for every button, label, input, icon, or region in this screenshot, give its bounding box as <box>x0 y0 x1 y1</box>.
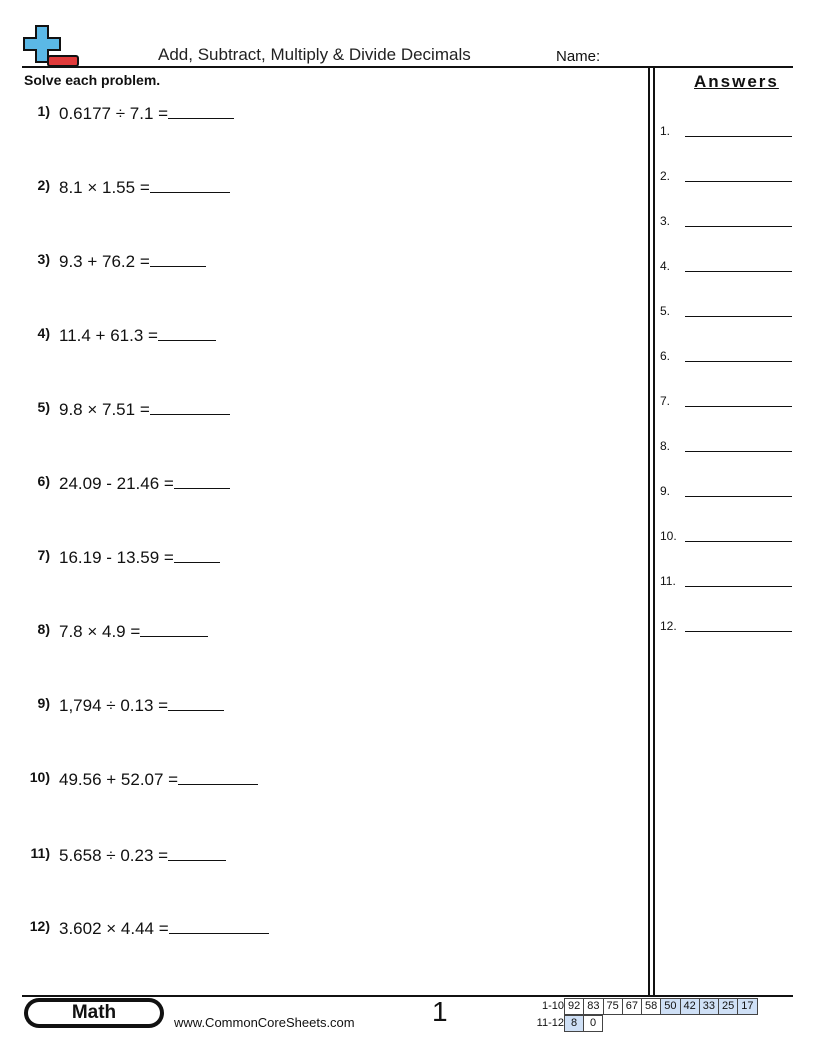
answer-number: 8. <box>660 439 671 453</box>
answer-slot-12[interactable] <box>660 619 792 635</box>
problem-number: 8) <box>37 621 50 637</box>
website-link[interactable]: www.CommonCoreSheets.com <box>174 1015 355 1030</box>
answer-line <box>685 541 792 542</box>
score-cell: 58 <box>641 998 661 1015</box>
score-cell: 50 <box>660 998 680 1015</box>
answer-blank[interactable] <box>150 250 206 267</box>
answer-slot-9[interactable] <box>660 484 792 500</box>
answer-number: 9. <box>660 484 671 498</box>
answer-slot-1[interactable] <box>660 124 792 140</box>
answer-line <box>685 181 792 182</box>
answer-line <box>685 271 792 272</box>
answer-slot-11[interactable] <box>660 574 792 590</box>
answer-slot-3[interactable] <box>660 214 792 230</box>
answer-blank[interactable] <box>150 176 230 193</box>
problem-number: 2) <box>37 177 50 193</box>
answer-slot-7[interactable] <box>660 394 792 410</box>
problem-number: 10) <box>29 769 50 785</box>
score-row-label: 11-12 <box>536 1017 564 1029</box>
score-cell: 67 <box>622 998 642 1015</box>
instructions: Solve each problem. <box>24 72 161 88</box>
header-rule <box>22 66 793 68</box>
answer-blank[interactable] <box>158 324 216 341</box>
answer-line <box>685 631 792 632</box>
answer-slot-10[interactable] <box>660 529 792 545</box>
problem-number: 6) <box>37 473 50 489</box>
problem-expression: 5.658 ÷ 0.23 = <box>59 846 169 865</box>
column-divider <box>648 66 655 996</box>
answer-number: 2. <box>660 169 671 183</box>
problem-number: 1) <box>37 103 50 119</box>
score-cell: 25 <box>718 998 738 1015</box>
answer-number: 11. <box>660 574 676 588</box>
score-cell: 83 <box>583 998 603 1015</box>
problem-number: 12) <box>29 918 50 934</box>
problem-expression: 8.1 × 1.55 = <box>59 178 150 197</box>
answer-number: 1. <box>660 124 671 138</box>
score-cell: 33 <box>699 998 719 1015</box>
answer-slot-6[interactable] <box>660 349 792 365</box>
problem-expression: 3.602 × 4.44 = <box>59 919 169 938</box>
answer-blank[interactable] <box>168 844 226 861</box>
problem-expression: 1,794 ÷ 0.13 = <box>59 696 169 715</box>
answer-blank[interactable] <box>168 102 234 119</box>
answer-slot-4[interactable] <box>660 259 792 275</box>
answer-line <box>685 451 792 452</box>
answer-number: 3. <box>660 214 671 228</box>
score-cell: 8 <box>564 1015 584 1032</box>
problem-number: 5) <box>37 399 50 415</box>
problem-expression: 0.6177 ÷ 7.1 = <box>59 104 169 123</box>
answer-slot-8[interactable] <box>660 439 792 455</box>
problem-expression: 7.8 × 4.9 = <box>59 622 141 641</box>
page-number: 1 <box>432 996 448 1027</box>
answer-blank[interactable] <box>174 546 220 563</box>
problem-expression: 24.09 - 21.46 = <box>59 474 174 493</box>
score-cell: 17 <box>737 998 757 1015</box>
footer-rule <box>22 995 793 997</box>
problem-expression: 9.3 + 76.2 = <box>59 252 150 271</box>
score-cell: 92 <box>564 998 584 1015</box>
answer-slot-5[interactable] <box>660 304 792 320</box>
answer-line <box>685 586 792 587</box>
answer-blank[interactable] <box>174 472 230 489</box>
answer-line <box>685 496 792 497</box>
score-row-label: 1-10 <box>541 1000 564 1012</box>
plus-minus-logo-icon <box>22 24 80 68</box>
answer-number: 7. <box>660 394 671 408</box>
answer-blank[interactable] <box>169 917 269 934</box>
answer-number: 5. <box>660 304 671 318</box>
problem-expression: 9.8 × 7.51 = <box>59 400 150 419</box>
answers-heading: Answers <box>694 72 779 91</box>
answer-line <box>685 316 792 317</box>
problem-expression: 49.56 + 52.07 = <box>59 770 179 789</box>
answer-blank[interactable] <box>168 694 224 711</box>
worksheet-title: Add, Subtract, Multiply & Divide Decimals <box>158 45 471 64</box>
score-cell: 0 <box>583 1015 603 1032</box>
answer-number: 6. <box>660 349 671 363</box>
problem-expression: 11.4 + 61.3 = <box>59 326 158 345</box>
problem-number: 4) <box>37 325 50 341</box>
subject-badge <box>24 998 164 1028</box>
answer-blank[interactable] <box>178 768 258 785</box>
answer-number: 12. <box>660 619 677 633</box>
answer-line <box>685 226 792 227</box>
answer-blank[interactable] <box>150 398 230 415</box>
score-cell: 42 <box>680 998 700 1015</box>
answer-number: 4. <box>660 259 671 273</box>
answer-slot-2[interactable] <box>660 169 792 185</box>
answer-line <box>685 136 792 137</box>
answer-line <box>685 361 792 362</box>
problem-number: 7) <box>37 547 50 563</box>
answer-number: 10. <box>660 529 677 543</box>
problem-number: 9) <box>37 695 50 711</box>
score-cell: 75 <box>603 998 623 1015</box>
answer-line <box>685 406 792 407</box>
answer-blank[interactable] <box>140 620 208 637</box>
name-label: Name: <box>556 48 601 65</box>
subject-label: Math <box>28 1002 160 1024</box>
problem-number: 3) <box>37 251 50 267</box>
problem-expression: 16.19 - 13.59 = <box>59 548 174 567</box>
problem-number: 11) <box>30 845 50 861</box>
